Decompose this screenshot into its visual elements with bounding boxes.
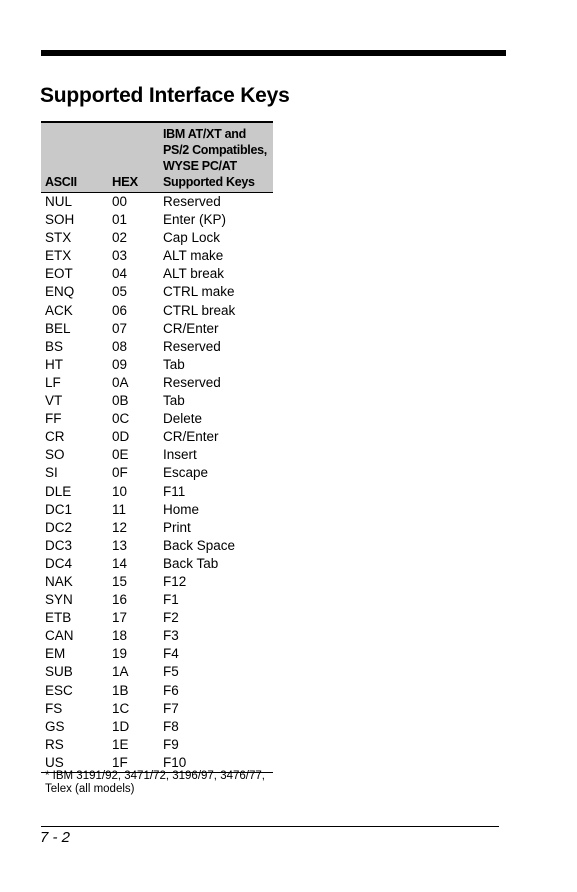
key-cell: F11 [163,483,186,499]
ascii-cell: DC3 [45,537,73,553]
ascii-cell: SOH [45,212,75,228]
key-cell: Reserved [163,194,221,209]
table-row [41,519,273,537]
ascii-column-header: ASCII [41,122,109,193]
table-row [41,464,273,482]
hex-cell: 18 [112,628,128,644]
hex-cell: 0C [112,411,130,427]
footnote-line: Telex (all models) [45,783,135,795]
key-cell: Tab [163,393,185,409]
ascii-cell: VT [45,393,63,409]
ascii-cell: LF [45,374,61,390]
key-cell: Print [163,519,191,535]
hex-cell: 0D [112,429,130,445]
keys-header-line: PS/2 Compatibles, [163,143,267,157]
table-body [41,193,273,773]
ascii-cell: ENQ [45,284,75,300]
hex-cell: 1B [112,682,129,698]
ascii-cell: STX [45,230,72,246]
footnote-line: * IBM 3191/92, 3471/72, 3196/97, 3476/77, [45,770,265,782]
ascii-cell: DC2 [45,519,73,535]
key-cell: Escape [163,465,209,481]
table-row [41,302,273,320]
ascii-cell: GS [45,718,65,734]
table-row [41,446,273,464]
key-cell: F4 [163,646,179,662]
key-cell: Cap Lock [163,230,221,246]
hex-cell: 09 [112,356,128,372]
ascii-cell: DLE [45,483,72,499]
table-row [41,663,273,681]
key-cell: CR/Enter [163,320,219,336]
hex-cell: 07 [112,320,128,336]
table-row [41,627,273,645]
hex-cell: 17 [112,610,128,626]
key-cell: Back Tab [163,555,219,571]
hex-cell: 1A [112,664,129,680]
key-cell: ALT make [163,248,224,264]
table-row [41,609,273,627]
key-cell: ALT break [163,266,225,282]
table-row [41,410,273,428]
table-row [41,247,273,265]
hex-cell: 00 [112,194,128,209]
key-cell: Insert [163,447,197,463]
hex-cell: 13 [112,537,128,553]
hex-cell: 16 [112,592,128,608]
hex-cell: 19 [112,646,128,662]
page-title: Supported Interface Keys [40,84,290,107]
key-cell: F5 [163,664,179,680]
key-cell: Back Space [163,537,236,553]
key-cell: F2 [163,610,179,626]
hex-cell: 12 [112,519,128,535]
hex-cell: 11 [112,501,127,517]
ascii-cell: NUL [45,194,73,209]
hex-cell: 0E [112,447,129,463]
table-row [41,356,273,374]
table-row [41,374,273,392]
table-row [41,573,273,591]
ascii-cell: US [41,754,109,773]
page-number: 7 - 2 [40,829,71,846]
table-row [41,682,273,700]
table-header-row [41,122,273,193]
keys-header-line: Supported Keys [163,175,255,189]
ascii-cell: SO [45,447,65,463]
hex-cell: 0F [112,465,128,481]
key-cell: F12 [163,573,187,589]
key-cell: F6 [163,682,179,698]
ascii-cell: ETB [45,610,72,626]
ascii-cell: ACK [45,302,73,318]
hex-column-header: HEX [109,122,159,193]
key-cell: Delete [163,411,203,427]
bottom-rule [41,826,499,827]
ascii-cell: EOT [45,266,73,282]
ascii-cell: BS [45,338,64,354]
hex-cell: 08 [112,338,128,354]
ascii-cell: RS [45,736,64,752]
ascii-cell: EM [45,646,66,662]
key-cell: F1 [163,592,179,608]
ascii-cell: ETX [45,248,72,264]
key-cell: F9 [163,736,179,752]
table-row [41,555,273,573]
supported-keys-column-header [159,122,273,193]
table-row [41,193,273,212]
ascii-cell: BEL [45,320,71,336]
table-row [41,483,273,501]
keys-header-line: WYSE PC/AT [163,159,237,173]
top-rule [41,50,506,56]
key-cell: Enter (KP) [163,212,227,228]
hex-cell: 14 [112,555,128,571]
hex-cell: 1D [112,718,130,734]
hex-cell: 0B [112,393,129,409]
table-row [41,229,273,247]
ascii-cell: HT [45,356,63,372]
ascii-cell: SYN [45,592,73,608]
table-row [41,645,273,663]
interface-keys-table [41,121,273,773]
hex-cell: 05 [112,284,128,300]
ascii-cell: SUB [45,664,73,680]
key-cell: F7 [163,700,179,716]
hex-cell: 10 [112,483,128,499]
table-row [41,591,273,609]
table-row [41,537,273,555]
key-cell: Reserved [163,374,221,390]
hex-cell: 1E [112,736,129,752]
ascii-cell: ESC [45,682,73,698]
hex-cell: 02 [112,230,128,246]
table-row [41,283,273,301]
hex-cell: 06 [112,302,128,318]
table-row [41,428,273,446]
key-cell: F10 [159,754,273,773]
hex-cell: 1F [109,754,159,773]
ascii-cell: NAK [45,573,73,589]
key-cell: F8 [163,718,179,734]
ascii-cell: CAN [45,628,74,644]
ascii-cell: DC4 [45,555,73,571]
key-cell: CTRL make [163,284,235,300]
hex-cell: 04 [112,266,128,282]
table-row [41,700,273,718]
ascii-cell: FS [45,700,63,716]
key-cell: CR/Enter [163,429,219,445]
key-cell: F3 [163,628,179,644]
table-row [41,265,273,283]
ascii-cell: SI [45,465,58,481]
hex-cell: 03 [112,248,128,264]
hex-cell: 1C [112,700,130,716]
table-row [41,338,273,356]
footnote [45,770,285,796]
table-row [41,211,273,229]
ascii-cell: FF [45,411,62,427]
key-cell: Home [163,501,200,517]
table-row [41,392,273,410]
key-cell: Tab [163,356,185,372]
hex-cell: 01 [112,212,128,228]
table-row [41,320,273,338]
key-cell: CTRL break [163,302,236,318]
keys-header-line: IBM AT/XT and [163,127,246,141]
table-row [41,718,273,736]
hex-cell: 15 [112,573,128,589]
key-cell: Reserved [163,338,221,354]
ascii-cell: CR [45,429,65,445]
hex-cell: 0A [112,374,129,390]
ascii-cell: DC1 [45,501,73,517]
table-row [41,736,273,754]
table-row [41,501,273,519]
